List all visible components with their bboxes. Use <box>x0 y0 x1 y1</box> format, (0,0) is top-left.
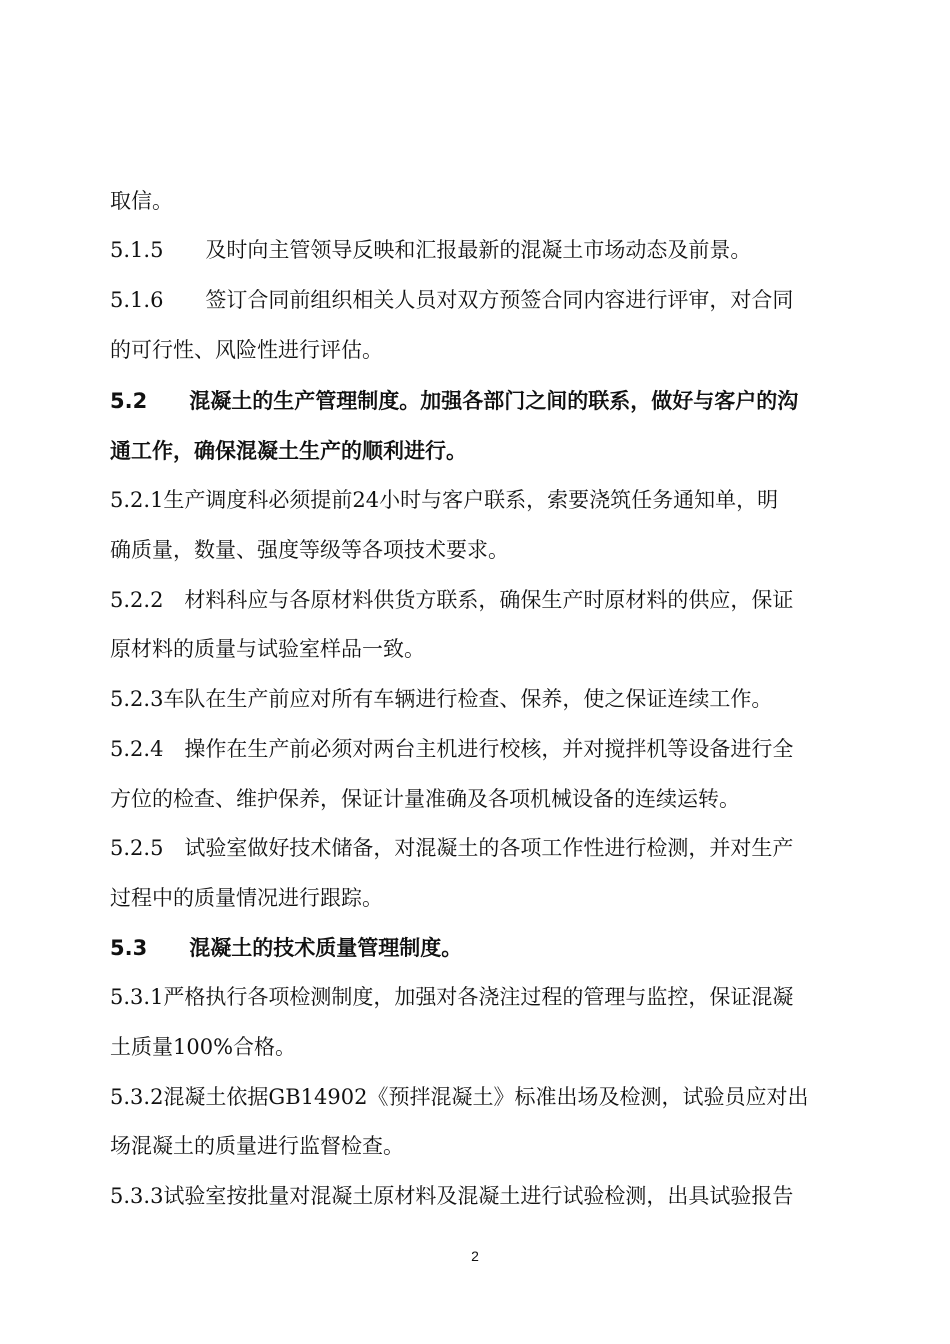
text-line: 5.2.1生产调度科必须提前24小时与客户联系，索要浇筑任务通知单，明 <box>110 488 779 512</box>
text-line: 5.3.1严格执行各项检测制度，加强对各浇注过程的管理与监控，保证混凝 <box>110 985 794 1009</box>
text-line: 5.2.5 试验室做好技术储备，对混凝土的各项工作性进行检测，并对生产 <box>110 836 794 860</box>
text-line: 5.2.4 操作在生产前必须对两台主机进行校核，并对搅拌机等设备进行全 <box>110 737 794 761</box>
page-number: 2 <box>471 1248 479 1264</box>
text-line: 原材料的质量与试验室样品一致。 <box>110 637 425 661</box>
text-line: 5.3.2混凝土依据GB14902《预拌混凝土》标准出场及检测，试验员应对出 <box>110 1085 809 1109</box>
section-heading: 5.3 混凝土的技术质量管理制度。 <box>110 936 463 960</box>
text-line: 取信。 <box>110 189 173 213</box>
text-line: 方位的检查、维护保养，保证计量准确及各项机械设备的连续运转。 <box>110 787 740 811</box>
text-line: 5.3.3试验室按批量对混凝土原材料及混凝土进行试验检测，出具试验报告 <box>110 1184 794 1208</box>
text-line: 5.2.3车队在生产前应对所有车辆进行检查、保养，使之保证连续工作。 <box>110 687 773 711</box>
section-heading: 5.2 混凝土的生产管理制度。加强各部门之间的联系，做好与客户的沟 <box>110 389 799 413</box>
text-line: 场混凝土的质量进行监督检查。 <box>110 1134 404 1158</box>
text-line: 5.2.2 材料科应与各原材料供货方联系，确保生产时原材料的供应，保证 <box>110 588 794 612</box>
text-line: 5.1.5 及时向主管领导反映和汇报最新的混凝土市场动态及前景。 <box>110 238 752 262</box>
section-heading: 通工作，确保混凝土生产的顺利进行。 <box>110 439 467 463</box>
text-line: 确质量，数量、强度等级等各项技术要求。 <box>110 538 509 562</box>
text-line: 过程中的质量情况进行跟踪。 <box>110 886 383 910</box>
text-line: 5.1.6 签订合同前组织相关人员对双方预签合同内容进行评审，对合同 <box>110 288 794 312</box>
text-line: 的可行性、风险性进行评估。 <box>110 338 383 362</box>
text-line: 土质量100%合格。 <box>110 1035 297 1059</box>
